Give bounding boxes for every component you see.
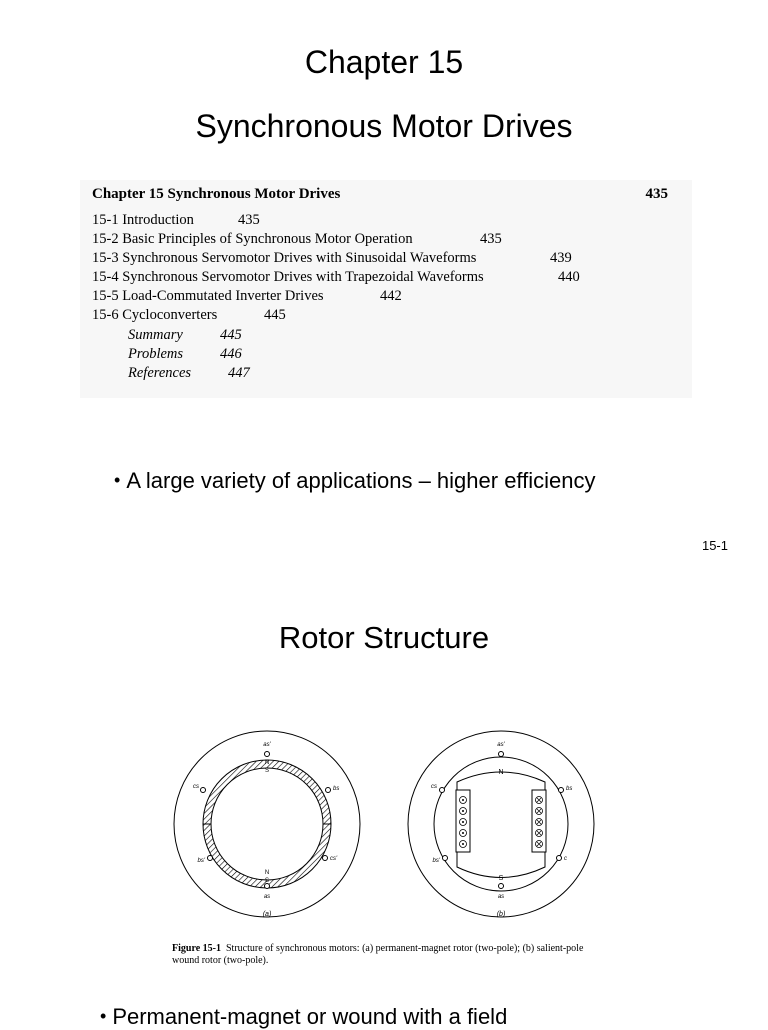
svg-text:as': as' <box>497 742 505 748</box>
toc-references: References 447 <box>128 365 250 381</box>
svg-text:as: as <box>497 894 505 900</box>
toc-entry: 15-2 Basic Principles of Synchronous Motor Operation 435 <box>92 231 502 247</box>
toc-entry: 15-1 Introduction 435 <box>92 212 260 228</box>
toc-heading-label: Chapter 15 Synchronous Motor Drives <box>92 186 341 202</box>
bullet-icon: • <box>100 1006 107 1026</box>
svg-text:(b): (b) <box>496 911 506 918</box>
svg-text:S: S <box>264 768 270 774</box>
svg-text:N: N <box>264 870 270 876</box>
figure-b-wound-rotor <box>408 731 594 918</box>
svg-text:bs: bs <box>333 786 340 792</box>
rotor-structure-title: Rotor Structure <box>278 620 490 655</box>
page-number: 15-1 <box>701 538 728 553</box>
toc-heading-page: 435 <box>645 186 668 202</box>
bullet-icon: • <box>114 470 121 490</box>
toc-entry: 15-3 Synchronous Servomotor Drives with Sinusoidal Waveforms 439 <box>92 250 572 266</box>
svg-text:cs': cs' <box>330 856 338 862</box>
figure-a-pm-rotor <box>174 731 360 918</box>
figure-caption-number: Figure 15-1 <box>172 943 221 954</box>
toc-problems: Problems 446 <box>128 346 242 362</box>
svg-text:S: S <box>498 875 504 882</box>
svg-text:cs: cs <box>193 784 199 790</box>
svg-text:N: N <box>498 769 504 776</box>
bullet-text: A large variety of applications – higher efficiency <box>126 468 596 493</box>
table-of-contents-image <box>80 180 692 398</box>
bullet-rotor-type <box>100 1004 507 1030</box>
bullet-applications <box>114 468 596 494</box>
svg-text:bs': bs' <box>432 858 440 864</box>
svg-text:as': as' <box>263 742 271 748</box>
svg-text:S: S <box>264 878 270 884</box>
figure-caption-text: Structure of synchronous motors: (a) permanent-magnet rotor (two-pole); (b) salient-pole wound rotor (two-pole). <box>172 943 584 966</box>
toc-heading <box>92 186 682 203</box>
svg-text:bs: bs <box>566 786 573 792</box>
toc-entry: 15-5 Load-Commutated Inverter Drives 442 <box>92 288 402 304</box>
chapter-subtitle: Synchronous Motor Drives <box>195 108 573 144</box>
svg-text:(a): (a) <box>262 911 272 918</box>
toc-entry: 15-6 Cycloconverters 445 <box>92 307 286 323</box>
toc-entry: 15-4 Synchronous Servomotor Drives with Trapezoidal Waveforms 440 <box>92 269 580 285</box>
svg-text:bs': bs' <box>197 858 205 864</box>
svg-text:cs: cs <box>431 784 437 790</box>
toc-summary: Summary 445 <box>128 327 242 343</box>
svg-text:c: c <box>564 856 567 862</box>
bullet-text: Permanent-magnet or wound with a field <box>112 1004 508 1029</box>
chapter-title: Chapter 15 <box>304 44 464 80</box>
svg-text:as: as <box>263 894 271 900</box>
svg-text:N: N <box>264 760 270 766</box>
figure-caption <box>172 943 592 967</box>
